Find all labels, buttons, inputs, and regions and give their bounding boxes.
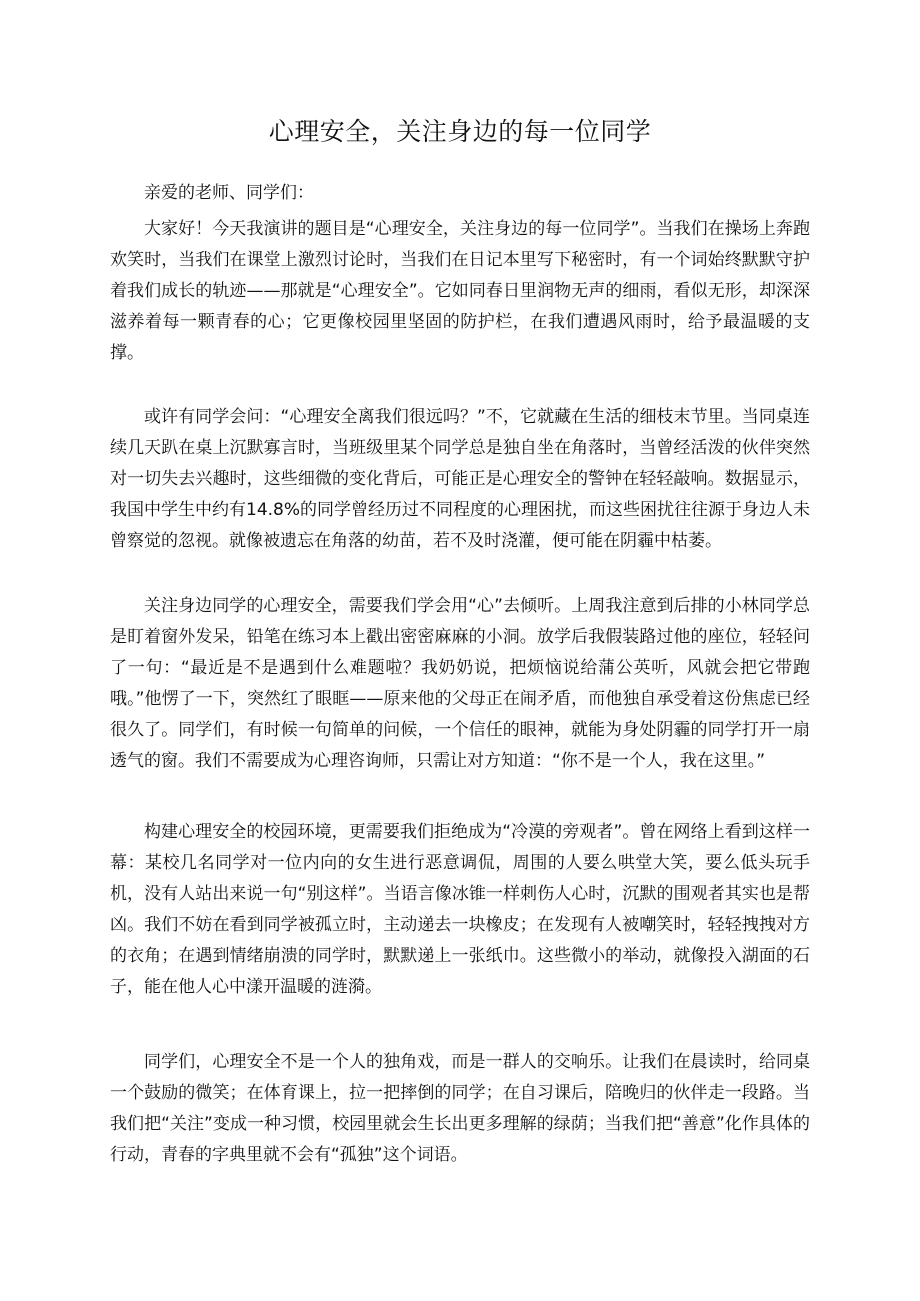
paragraph-5: 同学们，心理安全不是一个人的独角戏，而是一群人的交响乐。让我们在晨读时，给同桌一个鼓励的微笑；在体育课上，拉一把摔倒的同学；在自习课后，陪晚归的伙伴走一段路。当我们把“关注”变成一种习惯，校园里就会生长出更多理解的绿荫；当我们把“善意”化作具体的行动，青春的字典里就不会有“孤独”这个词语。 (110, 1052, 810, 1165)
paragraph-1: 大家好！今天我演讲的题目是“心理安全，关注身边的每一位同学”。当我们在操场上奔跑欢笑时，当我们在课堂上激烈讨论时，当我们在日记本里写下秘密时，有一个词始终默默守护着我们成长的轨迹——那就是“心理安全”。它如同春日里润物无声的细雨，看似无形，却深深滋养着每一颗青春的心；它更像校园里坚固的防护栏，在我们遭遇风雨时，给予最温暖的支撑。 (110, 219, 810, 363)
greeting: 亲爱的老师、同学们： (144, 183, 314, 203)
paragraph-4: 构建心理安全的校园环境，更需要我们拒绝成为“冷漠的旁观者”。曾在网络上看到这样一幕：某校几名同学对一位内向的女生进行恶意调侃，周围的人要么哄堂大笑，要么低头玩手机，没有人站出来说一句“别这样”。当语言像冰锥一样刺伤人心时，沉默的围观者其实也是帮凶。我们不妨在看到同学被孤立时，主动递去一块橡皮；在发现有人被嘲笑时，轻轻拽拽对方的衣角；在遇到情绪崩溃的同学时，默默递上一张纸巾。这些微小的举动，就像投入湖面的石子，能在他人心中漾开温暖的涟漪。 (110, 822, 810, 997)
paragraph-3: 关注身边同学的心理安全，需要我们学会用“心”去倾听。上周我注意到后排的小林同学总是盯着窗外发呆，铅笔在练习本上戳出密密麻麻的小洞。放学后我假装路过他的座位，轻轻问了一句：“最近是不是遇到什么难题啦？我奶奶说，把烦恼说给蒲公英听，风就会把它带跑哦。”他愣了一下，突然红了眼眶——原来他的父母正在闹矛盾，而他独自承受着这份焦虑已经很久了。同学们，有时候一句简单的问候，一个信任的眼神，就能为身处阴霾的同学打开一扇透气的窗。我们不需要成为心理咨询师，只需让对方知道：“你不是一个人，我在这里。” (110, 596, 810, 771)
document-title: 心理安全，关注身边的每一位同学 (268, 117, 652, 146)
paragraph-2: 或许有同学会问：“心理安全离我们很远吗？”不，它就藏在生活的细枝末节里。当同桌连续几天趴在桌上沉默寡言时，当班级里某个同学总是独自坐在角落时，当曾经活泼的伙伴突然对一切失去兴趣时，这些细微的变化背后，可能正是心理安全的警钟在轻轻敲响。数据显示，我国中学生中约有14.8%的同学曾经历过不同程度的心理困扰，而这些困扰往往源于身边人未曾察觉的忽视。就像被遗忘在角落的幼苗，若不及时浇灌，便可能在阴霾中枯萎。 (110, 407, 811, 551)
